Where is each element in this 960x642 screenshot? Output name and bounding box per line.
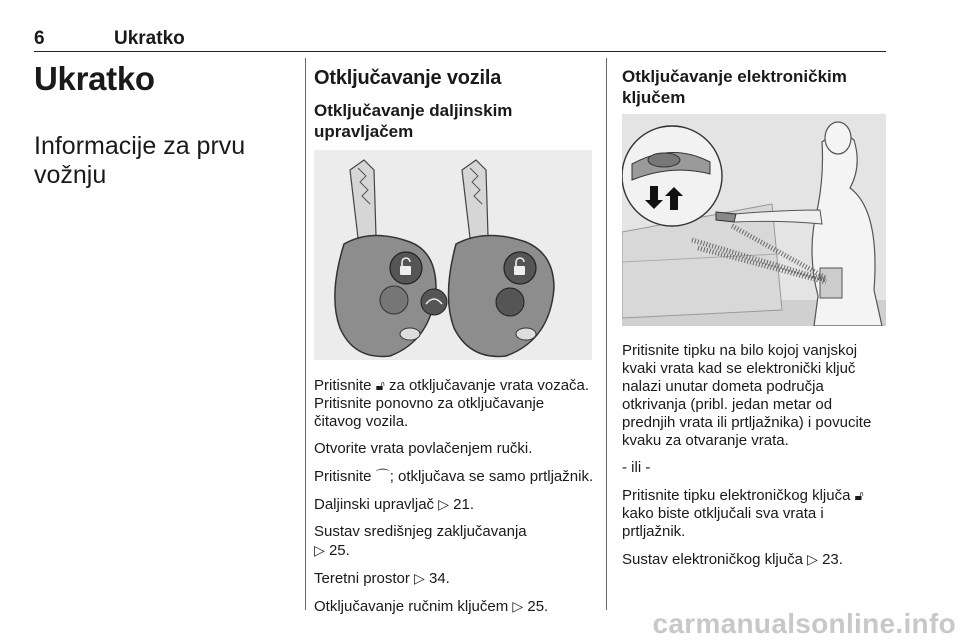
column-divider-1 <box>305 58 306 610</box>
unlock-icon: 🔓︎ <box>854 487 864 503</box>
reference-arrow-icon: ▷ <box>512 598 524 614</box>
reference-arrow-icon: ▷ <box>414 570 425 586</box>
section-title: Informacije za prvu vožnju <box>34 132 246 189</box>
column-right-text <box>622 342 888 578</box>
chapter-title: Ukratko <box>34 60 155 97</box>
heading-unlocking-vehicle: Otključavanje vozila <box>314 67 502 89</box>
paragraph-2: - ili - <box>622 459 651 476</box>
column-divider-2 <box>606 58 607 610</box>
paragraph-4: Daljinski upravljač ▷ 21. <box>314 496 475 513</box>
remote-keys-illustration <box>314 150 592 360</box>
page-reference[interactable]: 25. <box>527 598 549 615</box>
paragraph-2: Otvorite vrata povlačenjem ručki. <box>314 440 533 457</box>
column-right <box>622 66 888 108</box>
unlock-icon: 🔓︎ <box>375 377 385 393</box>
page-reference[interactable]: 25. <box>328 542 350 559</box>
reference-arrow-icon: ▷ <box>438 496 449 512</box>
page-number: 6 <box>34 28 45 49</box>
page-reference[interactable]: 34. <box>429 570 450 587</box>
subheading-remote: Otključavanje daljinskim upravljačem <box>314 101 513 141</box>
paragraph-7: Otključavanje ručnim ključem ▷ 25. <box>314 598 549 615</box>
paragraph-4: Sustav elektroničkog ključa ▷ 23. <box>622 551 843 568</box>
paragraph-1: Pritisnite tipku na bilo kojoj vanjskoj kvaki vrata kad se elektronički ključ nalazi unutar dometa područja otkrivanja (pribl. jedan metar od prednjih vrata ili prtljažnika) i povucite kvaku za otvaranje vrata. <box>622 342 872 449</box>
tailgate-icon: ⌒ <box>375 468 390 484</box>
paragraph-3: Pritisnite ⌒; otključava se samo prtljažnik. <box>314 468 594 485</box>
column-middle-text <box>314 376 594 625</box>
paragraph-3: Pritisnite tipku elektroničkog ključa 🔓︎ kako biste otključali sva vrata i prtljažnik. <box>622 487 864 540</box>
page-reference[interactable]: 21. <box>453 496 475 513</box>
running-title: Ukratko <box>114 28 185 49</box>
reference-arrow-icon: ▷ <box>807 551 818 567</box>
paragraph-1: Pritisnite 🔓︎ za otključavanje vrata vozača. Pritisnite ponovno za otključavanje čitavog vozila. <box>314 377 590 430</box>
paragraph-5: Sustav središnjeg zaključavanja ▷ 25. <box>314 523 527 559</box>
page-reference[interactable]: 23. <box>822 551 843 568</box>
column-middle <box>314 66 594 142</box>
watermark: carmanualsonline.info <box>652 608 956 639</box>
reference-arrow-icon: ▷ <box>314 542 325 558</box>
electronic-key-illustration <box>622 114 886 326</box>
subheading-electronic-key: Otključavanje elektroničkim ključem <box>622 67 847 107</box>
page-header <box>34 28 886 52</box>
column-left <box>34 60 294 190</box>
paragraph-6: Teretni prostor ▷ 34. <box>314 570 450 587</box>
